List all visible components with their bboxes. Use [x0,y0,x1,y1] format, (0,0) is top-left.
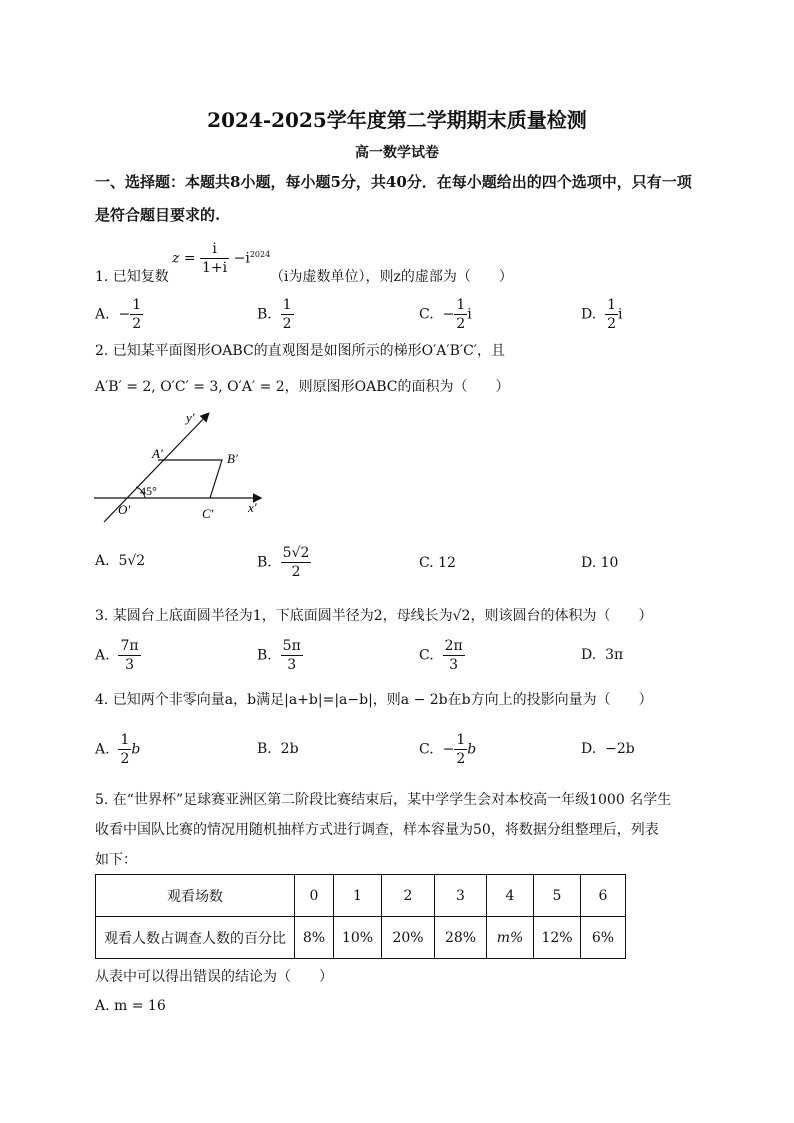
table-cell: 20% [382,917,435,959]
q5-line3: 如下： [95,852,137,868]
q1-option-b: B. $\frac{1}{2}$ [257,297,292,332]
table-cell: m% [487,917,534,959]
y-axis-label: y′ [186,410,195,425]
q5-line2: 收看中国队比赛的情况用随机抽样方式进行调查，样本容量为50，将数据分组整理后，列表 [95,822,659,838]
q1-option-a: A. − $\frac{1}{2}$ [95,297,142,332]
q2-option-a: A. 5√2 [95,553,146,569]
q5-after-table: 从表中可以得出错误的结论为（ ） [95,969,333,985]
q1-option-c: C. − $\frac{1}{2}$ i [419,297,472,332]
table-cell: 观看人数占调查人数的百分比 [96,917,295,959]
table-cell: 8% [295,917,334,959]
angle-label: 45° [140,484,157,498]
x-axis-label: x′ [248,500,257,515]
table-cell: 4 [487,875,534,917]
q4-option-d: D. −2b [581,741,635,757]
q2-option-d: D. 10 [581,555,619,571]
q1-option-d: D. $\frac{1}{2}$ i [581,297,623,332]
q2-line2: A′B′ = 2, O′C′ = 3, O′A′ = 2，则原图形OABC的面积为（ ） [95,379,510,395]
q2-trapezoid-figure [90,408,270,528]
section-heading-line1: 一、选择题：本题共8小题，每小题5分，共40分．在每小题给出的四个选项中，只有一项 [95,173,692,191]
table-cell: 3 [435,875,487,917]
q5-line1: 5. 在“世界杯”足球赛亚洲区第二阶段比赛结束后，某中学学生会对本校高一年级1000 名学生 [95,792,672,808]
q4-option-a: A. $\frac{1}{2}$ b [95,732,141,767]
q4-option-c: C. − $\frac{1}{2}$ b [419,732,477,767]
table-cell: 5 [534,875,581,917]
table-cell: 观看场数 [96,875,295,917]
table-cell: 1 [334,875,382,917]
q1-prefix: 1. 已知复数 [95,269,169,285]
table-cell: 6 [581,875,626,917]
q3-option-c: C. $\frac{2\pi}{3}$ [419,638,463,673]
table-row [96,875,626,917]
q1-formula: z = $\frac{i}{1+i}$ $-i^{2024}$ [172,241,271,276]
q5-data-table [95,874,626,959]
q3-text: 3. 某圆台上底面圆半径为1，下底面圆半径为2，母线长为√2，则该圆台的体积为（ ） [95,608,653,624]
section-heading-line2: 是符合题目要求的. [95,206,221,224]
table-cell: 0 [295,875,334,917]
table-cell: 28% [435,917,487,959]
point-o-label: O′ [118,502,131,517]
exam-subtitle: 高一数学试卷 [355,145,439,161]
q5-option-a: A. m = 16 [95,998,166,1014]
table-cell: 2 [382,875,435,917]
q4-option-b: B. 2b [257,741,299,757]
trapezoid-edges [158,460,222,498]
q2-option-b: B. $\frac{5√2}{2}$ [257,545,310,580]
q4-text: 4. 已知两个非零向量a，b满足|a+b|=|a−b|，则a − 2b在b方向上的投影向量为（ ） [95,692,653,708]
exam-title: 2024-2025学年度第二学期期末质量检测 [207,108,587,132]
q2-line1: 2. 已知某平面图形OABC的直观图是如图所示的梯形O′A′B′C′，且 [95,343,505,359]
table-cell: 10% [334,917,382,959]
q3-option-d: D. 3π [581,647,624,663]
table-cell: 12% [534,917,581,959]
q3-option-a: A. $\frac{7\pi}{3}$ [95,638,139,673]
table-row [96,917,626,959]
table-cell: 6% [581,917,626,959]
point-a-label: A′ [152,446,163,461]
q2-option-c: C. 12 [419,555,456,571]
q3-option-b: B. $\frac{5\pi}{3}$ [257,638,301,673]
q1-suffix: （i为虚数单位），则z的虚部为（ ） [270,269,513,285]
point-c-label: C′ [202,506,214,521]
point-b-label: B′ [227,451,238,466]
